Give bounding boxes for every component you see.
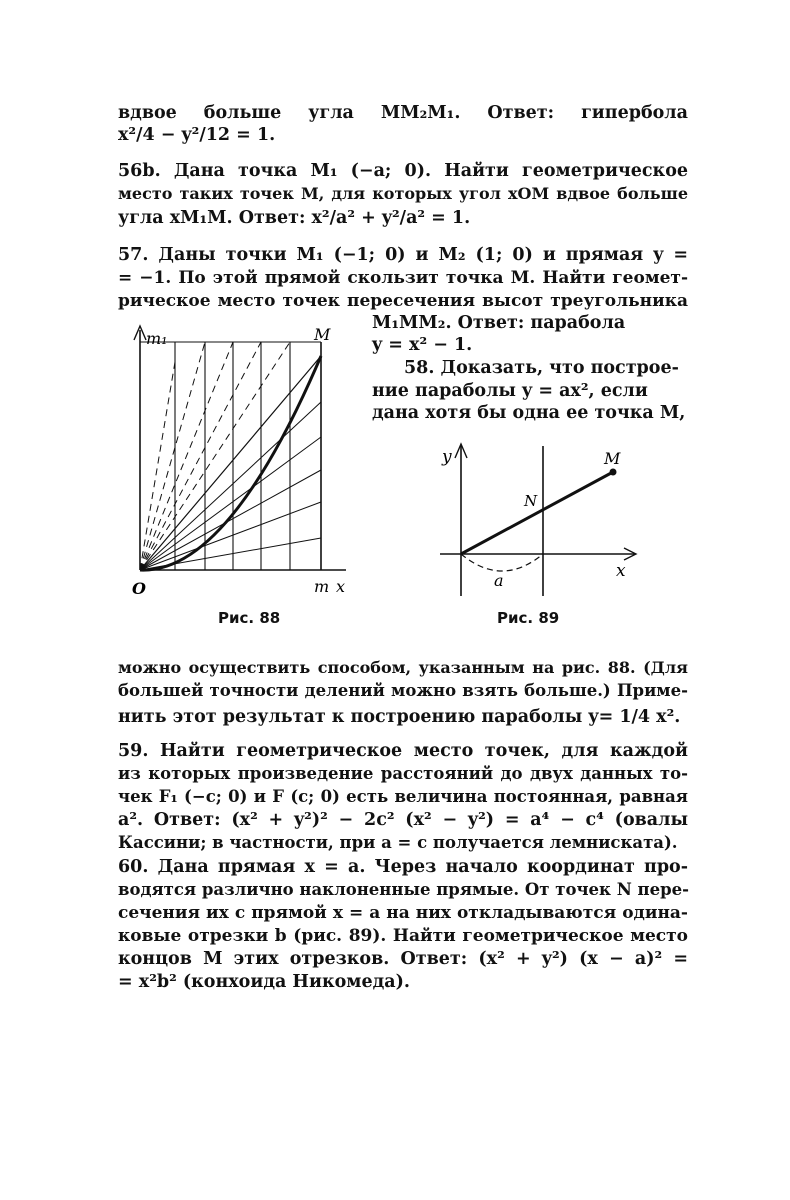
fig88-label-O: O: [132, 579, 146, 598]
text-line-19: чек F₁ (−c; 0) и F (c; 0) есть величина постоянная, равная: [118, 787, 688, 806]
text-line-22: 60. Дана прямая x = a. Через начало координат про-: [118, 857, 688, 877]
fig89-label-M: M: [604, 449, 621, 468]
text-line-13: дана хотя бы одна ее точка M,: [372, 403, 686, 423]
text-line-2: x²/4 − y²/12 = 1.: [118, 125, 276, 145]
fig89-label-a: a: [494, 571, 504, 590]
text-line-9: M₁MM₂. Ответ: парабола: [372, 313, 626, 333]
text-line-27: = x²b² (конхоида Никомеда).: [118, 972, 410, 992]
text-line-26: концов M этих отрезков. Ответ: (x² + y²) (x − a)² =: [118, 949, 688, 969]
text-line-7: = −1. По этой прямой скользит точка M. Найти геомет-: [118, 268, 688, 288]
fig89-label-y: y: [442, 447, 452, 467]
fig88-label-m1: m₁: [146, 329, 168, 348]
fig88-caption: Рис. 88: [218, 609, 281, 627]
fig89-caption: Рис. 89: [497, 609, 560, 627]
fig88-label-x: x: [336, 577, 346, 596]
figure-89: [430, 436, 650, 606]
text-line-6: 57. Даны точки M₁ (−1; 0) и M₂ (1; 0) и прямая y =: [118, 245, 688, 265]
text-line-3: 56b. Дана точка M₁ (−a; 0). Найти геометрическое: [118, 161, 688, 181]
text-line-14: можно осуществить способом, указанным на рис. 88. (Для: [118, 658, 688, 677]
text-line-18: из которых произведение расстояний до двух данных то-: [118, 764, 688, 783]
text-line-1: вдвое больше угла MM₂M₁. Ответ: гипербола: [118, 103, 688, 123]
figure-88: [118, 322, 358, 602]
text-line-17: 59. Найти геометрическое место точек, для каждой: [118, 741, 688, 761]
text-line-16: нить этот результат к построению параболы y= 1/4 x².: [118, 707, 681, 727]
text-line-23: водятся различно наклоненные прямые. От точек N пере-: [118, 880, 689, 899]
text-line-11: 58. Доказать, что построе-: [404, 358, 679, 378]
text-line-25: ковые отрезки b (рис. 89). Найти геометрическое место: [118, 926, 688, 946]
text-line-21: Кассини; в частности, при a = c получается лемниската).: [118, 833, 678, 852]
fig89-label-x: x: [616, 561, 626, 581]
text-line-8: рическое место точек пересечения высот треугольника: [118, 291, 688, 311]
text-line-4: место таких точек M, для которых угол xOM вдвое больше: [118, 184, 688, 203]
text-line-10: y = x² − 1.: [372, 335, 473, 355]
text-line-5: угла xM₁M. Ответ: x²/a² + y²/a² = 1.: [118, 208, 471, 228]
fig88-label-M: M: [314, 325, 331, 344]
text-line-24: сечения их с прямой x = a на них откладываются одина-: [118, 903, 688, 923]
fig89-label-N: N: [524, 492, 538, 510]
text-line-12: ние параболы y = ax², если: [372, 381, 648, 401]
fig88-label-m: m: [314, 577, 330, 596]
text-line-15: большей точности делений можно взять больше.) Приме-: [118, 681, 688, 700]
text-line-20: a². Ответ: (x² + y²)² − 2c² (x² − y²) = a⁴ − c⁴ (овалы: [118, 810, 688, 830]
